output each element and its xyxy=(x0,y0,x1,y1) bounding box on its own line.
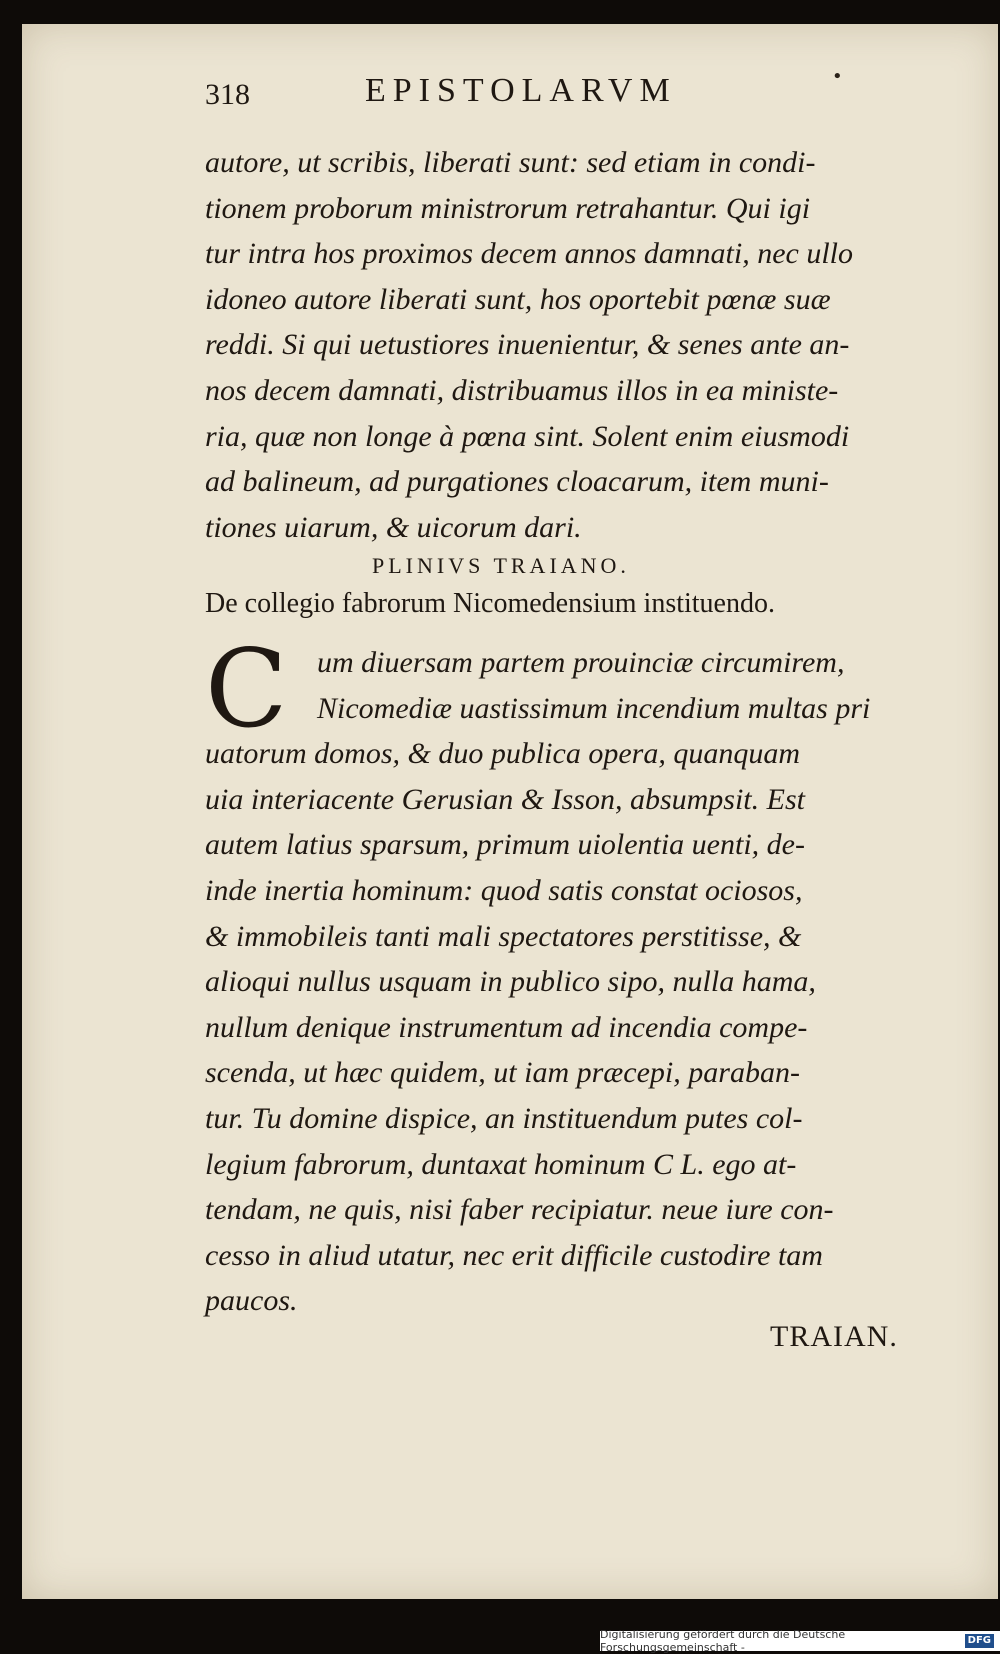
text-line: nos decem damnati, distribuamus illos in ea ministe- xyxy=(205,373,839,407)
text-line: scenda, ut hæc quidem, ut iam præcepi, paraban- xyxy=(205,1056,800,1090)
text-line: um diuersam partem prouinciæ circumirem, xyxy=(317,646,845,679)
text-line: Nicomediæ uastissimum incendium multas pri xyxy=(317,691,871,725)
text-line: inde inertia hominum: quod satis constat ociosos, xyxy=(205,873,803,907)
footer-text: Digitalisierung gefördert durch die Deutsche Forschungsgemeinschaft - xyxy=(600,1628,846,1654)
text-line: tiones uiarum, & uicorum dari. xyxy=(205,510,582,544)
dfg-logo: DFG xyxy=(965,1634,994,1648)
text-line: alioqui nullus usquam in publico sipo, nulla hama, xyxy=(205,965,816,999)
text-line: uatorum domos, & duo publica opera, quanquam xyxy=(205,737,800,771)
catchword: TRAIAN. xyxy=(770,1320,898,1353)
text-line: tendam, ne quis, nisi faber recipiatur. neue iure con- xyxy=(205,1193,834,1227)
text-line: ria, quæ non longe à pœna sint. Solent enim eiusmodi xyxy=(205,419,850,453)
paragraph-1 xyxy=(205,140,895,550)
drop-cap: C xyxy=(205,627,288,752)
text-line: reddi. Si qui uetustiores inuenientur, & senes ante an- xyxy=(205,328,850,362)
text-line: legium fabrorum, duntaxat hominum C L. ego at- xyxy=(205,1147,797,1181)
text-line: tionem proborum ministrorum retrahantur. Qui igi xyxy=(205,191,811,225)
running-title: EPISTOLARVM xyxy=(365,72,677,109)
text-line: idoneo autore liberati sunt, hos oportebit pœnæ suæ xyxy=(205,282,831,316)
letter-subtitle: De collegio fabrorum Nicomedensium instituendo. xyxy=(205,588,775,619)
text-line: uia interiacente Gerusian & Isson, absumpsit. Est xyxy=(205,782,805,816)
text-line: autore, ut scribis, liberati sunt: sed etiam in condi- xyxy=(205,146,816,179)
page-number: 318 xyxy=(205,78,250,111)
text-line: cesso in aliud utatur, nec erit difficile custodire tam xyxy=(205,1238,823,1272)
paragraph-2 xyxy=(205,627,895,1324)
text-line: & immobileis tanti mali spectatores perstitisse, & xyxy=(205,919,802,953)
text-line: tur. Tu domine dispice, an instituendum putes col- xyxy=(205,1101,803,1135)
text-line: ad balineum, ad purgationes cloacarum, item muni- xyxy=(205,465,829,499)
text-line: paucos. xyxy=(205,1284,298,1318)
text-line: tur intra hos proximos decem annos damnati, nec ullo xyxy=(205,237,854,271)
text-line: nullum denique instrumentum ad incendia compe- xyxy=(205,1010,808,1044)
digitization-footer xyxy=(600,1628,1000,1654)
ink-mark: • xyxy=(832,66,843,87)
letter-heading: PLINIVS TRAIANO. xyxy=(372,553,630,578)
text-line: autem latius sparsum, primum uiolentia uenti, de- xyxy=(205,828,805,862)
